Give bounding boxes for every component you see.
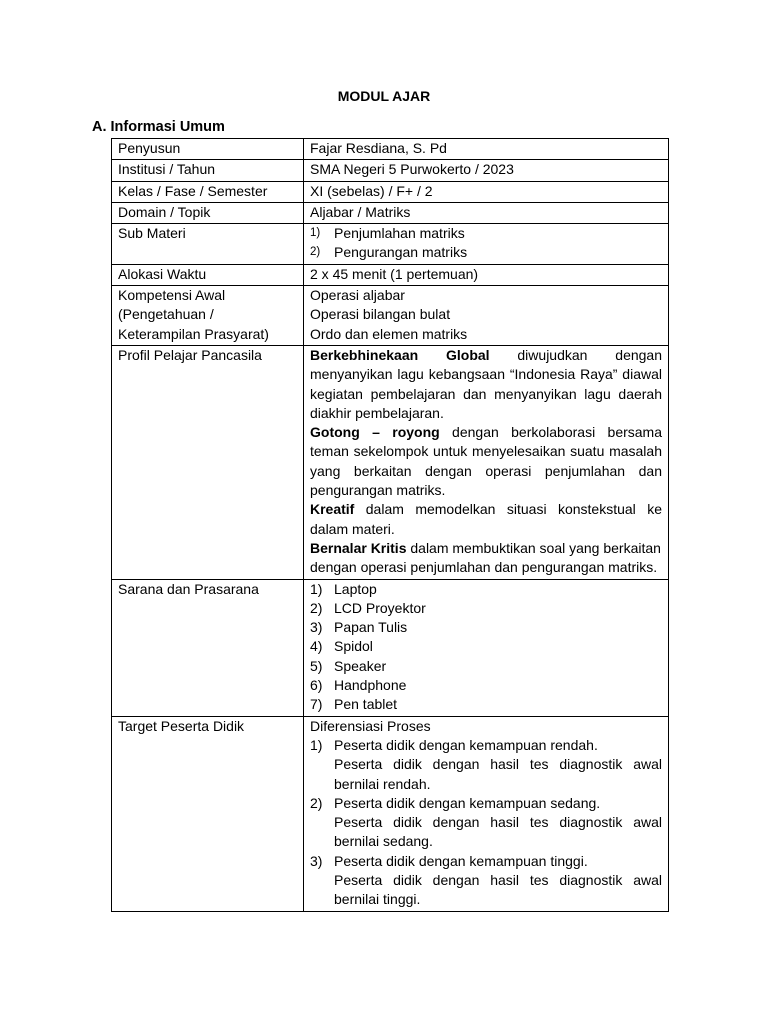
table-row (112, 264, 669, 285)
list-text: Peserta didik dengan kemampuan tinggi. (334, 852, 588, 869)
list-item (310, 657, 662, 676)
table-row (112, 224, 669, 265)
row-label: Domain / Topik (112, 202, 304, 223)
info-table (111, 138, 669, 912)
profile-term: Bernalar Kritis (310, 539, 407, 556)
list-detail: Peserta didik dengan hasil tes diagnostik awal bernilai sedang. (334, 814, 662, 850)
row-value (304, 286, 669, 346)
list-number: 1) (310, 580, 323, 597)
row-value (304, 579, 669, 716)
profile-paragraph (310, 539, 662, 578)
profile-text: dalam memodelkan situasi konstekstual ke dalam materi. (310, 501, 662, 537)
list-number: 1) (310, 227, 321, 240)
list-detail: Peserta didik dengan hasil tes diagnostik awal bernilai tinggi. (334, 871, 662, 908)
profile-paragraph (310, 423, 662, 500)
list-text: Peserta didik dengan kemampuan sedang. (334, 794, 601, 811)
table-row (112, 579, 669, 716)
row-label: Alokasi Waktu (112, 264, 304, 285)
table-row (112, 139, 669, 160)
row-label: Target Peserta Didik (112, 716, 304, 911)
list-item (310, 695, 662, 714)
row-value: XI (sebelas) / F+ / 2 (304, 181, 669, 202)
row-value (304, 716, 669, 911)
list-text: Peserta didik dengan kemampuan rendah. (334, 736, 598, 753)
row-label: Sarana dan Prasarana (112, 579, 304, 716)
label-line: (Pengetahuan / (118, 306, 214, 323)
row-label: Sub Materi (112, 224, 304, 265)
table-row (112, 286, 669, 346)
table-row (112, 181, 669, 202)
profile-term: Berkebhinekaan Global (310, 346, 490, 363)
row-label: Institusi / Tahun (112, 160, 304, 181)
list-item (310, 599, 662, 618)
list-item (310, 637, 662, 656)
list-text: Spidol (334, 638, 373, 655)
profile-text: dalam membuktikan soal yang berkaitan dengan operasi penjumlahan dan pengurangan matriks. (310, 539, 661, 576)
list-number: 5) (310, 657, 323, 674)
list-text: Penjumlahan matriks (334, 225, 465, 242)
row-label: Profil Pelajar Pancasila (112, 345, 304, 579)
profile-term: Kreatif (310, 501, 355, 518)
document-title: MODUL AJAR (337, 88, 431, 104)
row-value: Fajar Resdiana, S. Pd (304, 139, 669, 160)
list-number: 6) (310, 677, 323, 694)
table-row (112, 716, 669, 911)
row-value (304, 345, 669, 579)
list-number: 7) (310, 696, 323, 713)
list-text: Papan Tulis (334, 619, 408, 636)
row-value: 2 x 45 menit (1 pertemuan) (304, 264, 669, 285)
value-line: Operasi aljabar (310, 287, 405, 304)
list-item (310, 618, 662, 637)
list-number: 1) (310, 736, 323, 753)
value-line: Operasi bilangan bulat (310, 306, 451, 323)
list-item (310, 852, 662, 871)
list-detail: Peserta didik dengan hasil tes diagnostik awal bernilai rendah. (334, 756, 662, 792)
label-line: Kompetensi Awal (118, 287, 226, 304)
list-text: Handphone (334, 677, 407, 694)
list-text: Speaker (334, 657, 387, 674)
section-heading: A. Informasi Umum (92, 119, 225, 135)
list-number: 3) (310, 852, 323, 869)
profile-text: diwujudkan dengan menyanyikan lagu kebangsaan “Indonesia Raya” diawal kegiatan pembelajaran dan menyanyikan lagu daerah diakhir pembelajaran. (310, 346, 663, 421)
list-item (310, 224, 662, 243)
list-text: Laptop (334, 580, 377, 597)
table-row (112, 160, 669, 181)
profile-paragraph (310, 346, 662, 423)
list-number: 4) (310, 638, 323, 655)
list-number: 2) (310, 794, 323, 811)
value-line: Ordo dan elemen matriks (310, 325, 468, 342)
row-label: Penyusun (112, 139, 304, 160)
row-label (112, 286, 304, 346)
row-value (304, 224, 669, 265)
list-item (310, 580, 662, 599)
list-text: Pen tablet (334, 696, 398, 713)
profile-text: dengan berkolaborasi bersama teman sekelompok untuk menyelesaikan suatu masalah yang berkaitan dengan operasi penjumlahan dan pengurangan matriks. (310, 424, 663, 499)
list-number: 2) (310, 599, 323, 616)
profile-paragraph (310, 500, 662, 539)
list-number: 3) (310, 619, 323, 636)
list-text: LCD Proyektor (334, 599, 426, 616)
profile-term: Gotong – royong (310, 424, 440, 441)
table-row (112, 202, 669, 223)
list-number: 2) (310, 246, 321, 259)
list-item (310, 736, 662, 755)
row-value: SMA Negeri 5 Purwokerto / 2023 (304, 160, 669, 181)
list-text: Pengurangan matriks (334, 244, 468, 261)
row-label: Kelas / Fase / Semester (112, 181, 304, 202)
row-value: Aljabar / Matriks (304, 202, 669, 223)
list-item (310, 676, 662, 695)
target-heading: Diferensiasi Proses (310, 717, 431, 734)
label-line: Keterampilan Prasyarat) (118, 325, 269, 342)
list-item (310, 243, 662, 262)
list-item (310, 794, 662, 813)
table-row (112, 345, 669, 579)
